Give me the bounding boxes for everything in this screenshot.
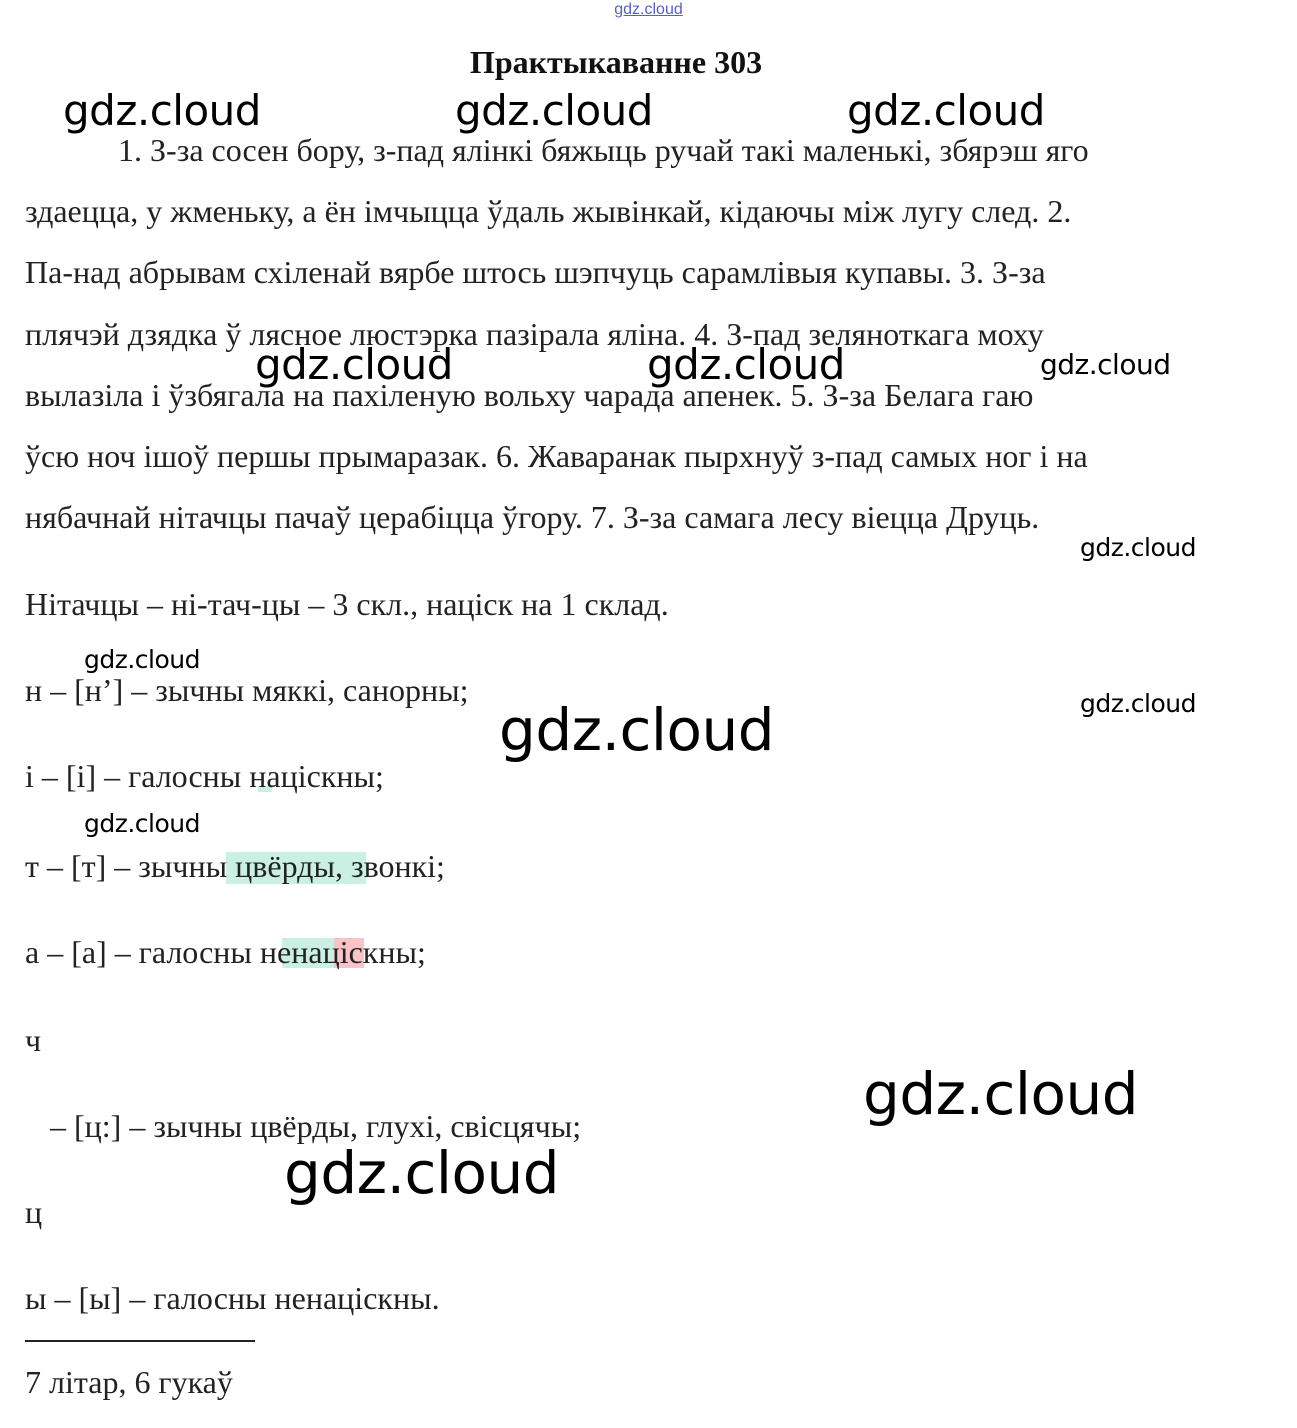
text-line: Па-над абрывам схіленай вярбе штось шэпчуць сарамлівыя купавы. 3. З-за	[25, 254, 1046, 290]
text-line: вылазіла і ўзбягала на пахіленую вольху чарада апенек. 5. З-за Белага гаю	[25, 377, 1034, 413]
watermark: gdz.cloud	[1080, 689, 1197, 718]
footnote: 7 літар, 6 гукаў	[25, 1364, 233, 1400]
watermark: gdz.cloud	[84, 645, 201, 674]
letter-line: а – [а] – галосны ненаціскны;	[25, 934, 426, 970]
text-line: здаецца, у жменьку, а ён імчыцца ўдаль жывінкай, кідаючы між лугу след. 2.	[25, 193, 1072, 229]
letter-line: ц	[25, 1194, 43, 1230]
watermark: gdz.cloud	[647, 340, 845, 389]
letter-line: – [ц:] – зычны цвёрды, глухі, свісцячы;	[50, 1108, 582, 1144]
text-line: 1. З-за сосен бору, з-пад ялінкі бяжыць ручай такі маленькі, збярэш яго	[118, 132, 1089, 168]
watermark: gdz.cloud	[455, 86, 653, 135]
letter-line: і – [і] – галосны націскны;	[25, 758, 384, 794]
top-watermark-link[interactable]: gdz.cloud	[614, 1, 683, 18]
letter-line: ы – [ы] – галосны ненаціскны.	[25, 1280, 440, 1316]
watermark: gdz.cloud	[847, 86, 1045, 135]
footnote-divider	[25, 1340, 255, 1342]
text-line: нябачнай нітачцы пачаў церабіцца ўгору. 7. З-за самага лесу віецца Друць.	[25, 499, 1040, 535]
watermark: gdz.cloud	[284, 1139, 560, 1207]
letter-line: н – [н’] – зычны мяккі, санорны;	[25, 672, 469, 708]
letter-line: ч	[25, 1022, 42, 1058]
page-title: Практыкаванне 303	[469, 44, 763, 80]
text-line: плячэй дзядка ў лясное люстэрка пазірала яліна. 4. З-пад зеляноткага моху	[25, 316, 1044, 352]
watermark: gdz.cloud	[1080, 533, 1197, 562]
word-analysis-line: Нітачцы – ні-тач-цы – 3 скл., націск на 1 склад.	[25, 586, 669, 622]
letter-line: т – [т] – зычны цвёрды, звонкі;	[25, 848, 445, 884]
watermark: gdz.cloud	[499, 696, 775, 764]
watermark: gdz.cloud	[1040, 348, 1171, 381]
watermark: gdz.cloud	[63, 86, 261, 135]
watermark: gdz.cloud	[255, 340, 453, 389]
text-line: ўсю ноч ішоў першы прымаразак. 6. Жаваранак пырхнуў з-пад самых ног і на	[25, 438, 1088, 474]
watermark: gdz.cloud	[84, 809, 201, 838]
watermark: gdz.cloud	[863, 1060, 1139, 1128]
